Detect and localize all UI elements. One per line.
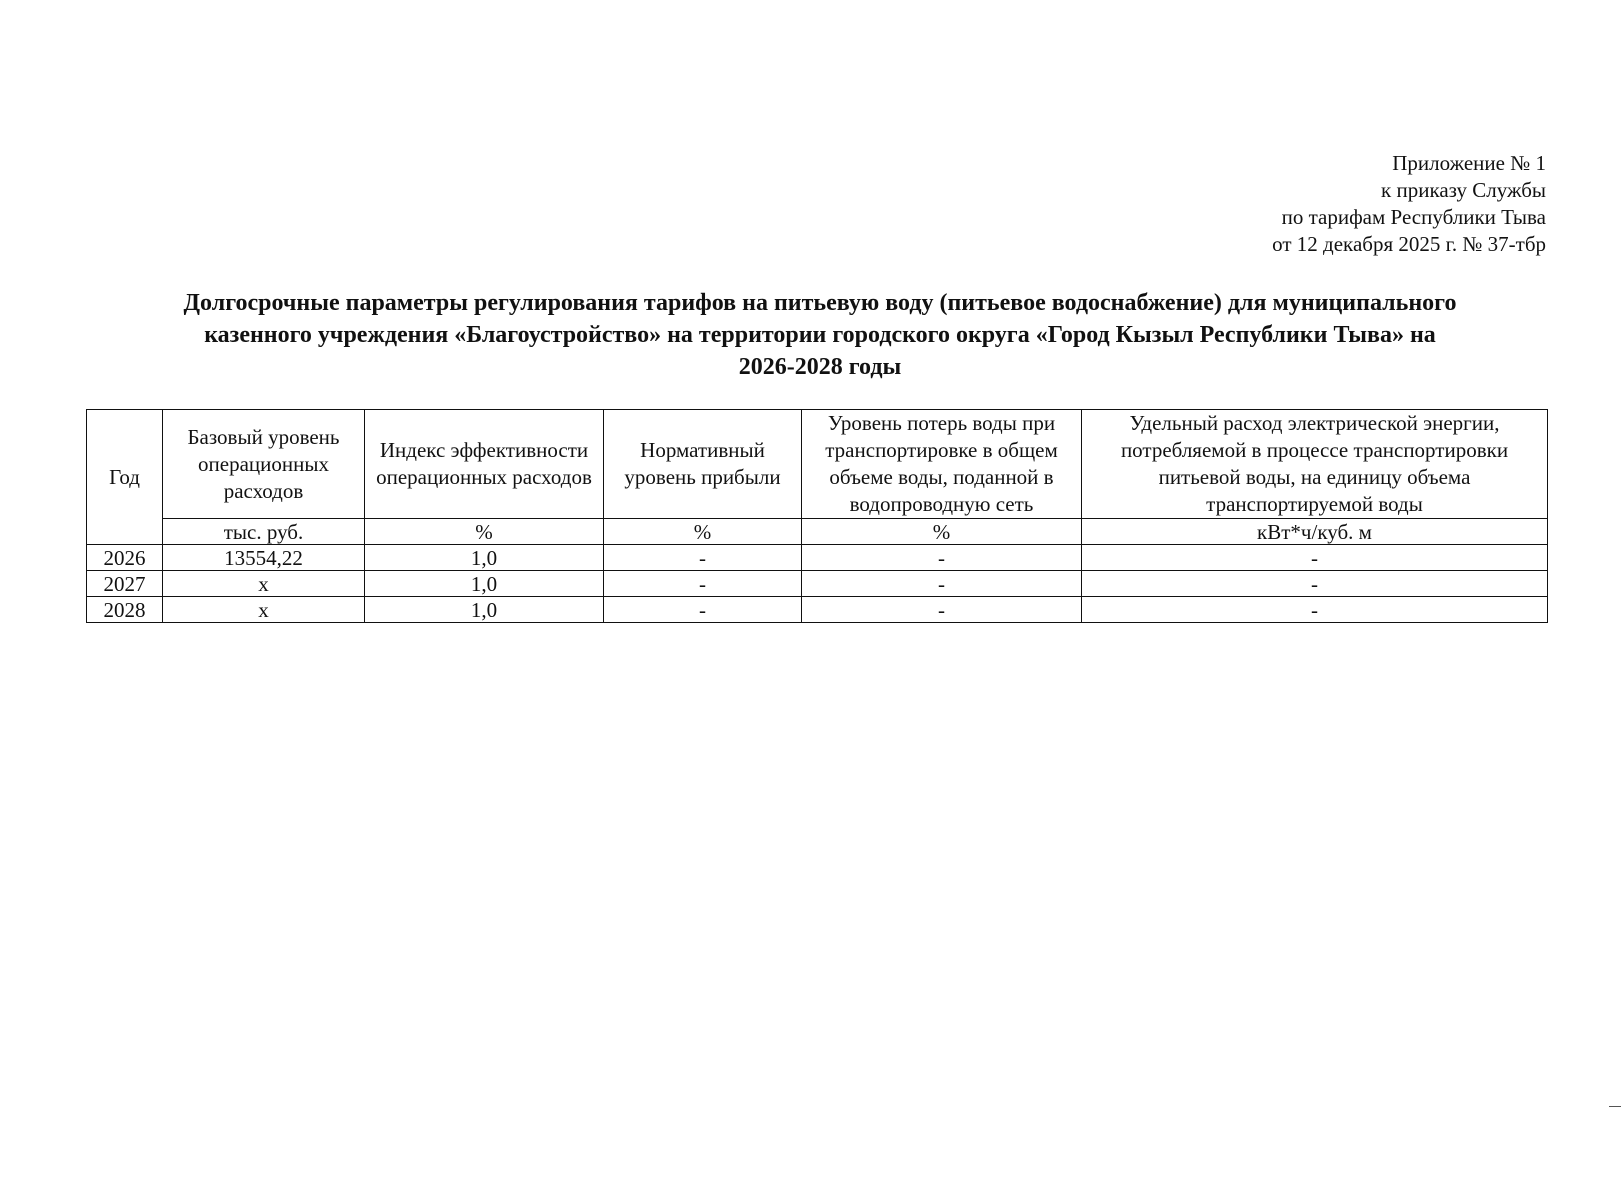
table-row <box>87 597 1548 623</box>
cell-profit-level: - <box>604 571 802 597</box>
cell-energy-consumption: - <box>1082 597 1548 623</box>
header-base-opex: Базовый уровень операционных расходов <box>163 410 365 519</box>
header-efficiency-index: Индекс эффективности операционных расходов <box>365 410 604 519</box>
cell-year: 2027 <box>87 571 163 597</box>
cell-profit-level: - <box>604 545 802 571</box>
unit-efficiency-index: % <box>365 519 604 545</box>
cell-efficiency-index: 1,0 <box>365 545 604 571</box>
title-line-3: 2026-2028 годы <box>738 354 902 380</box>
table-header-row <box>87 410 1548 519</box>
appendix-agency: по тарифам Республики Тыва <box>1281 205 1546 229</box>
table-row <box>87 545 1548 571</box>
cell-energy-consumption: - <box>1082 571 1548 597</box>
cell-energy-consumption: - <box>1082 545 1548 571</box>
unit-base-opex: тыс. руб. <box>163 519 365 545</box>
cell-efficiency-index: 1,0 <box>365 597 604 623</box>
table-units-row <box>87 519 1548 545</box>
appendix-order-ref: к приказу Службы <box>1381 178 1546 202</box>
cell-base-opex: х <box>163 597 365 623</box>
cell-year: 2028 <box>87 597 163 623</box>
scan-margin-mark <box>1609 1106 1621 1107</box>
header-energy-consumption: Удельный расход электрической энергии, потребляемой в процессе транспортировки питьевой воды, на единицу объема транспортируемой воды <box>1082 410 1548 519</box>
cell-base-opex: 13554,22 <box>163 545 365 571</box>
appendix-date: от 12 декабря 2025 г. № 37-тбр <box>1272 232 1546 256</box>
cell-year: 2026 <box>87 545 163 571</box>
header-profit-level: Нормативный уровень прибыли <box>604 410 802 519</box>
unit-profit-level: % <box>604 519 802 545</box>
header-water-losses: Уровень потерь воды при транспортировке в общем объеме воды, поданной в водопроводную сеть <box>802 410 1082 519</box>
cell-profit-level: - <box>604 597 802 623</box>
unit-energy-consumption: кВт*ч/куб. м <box>1082 519 1548 545</box>
cell-base-opex: х <box>163 571 365 597</box>
table-row <box>87 571 1548 597</box>
parameters-table <box>86 409 1548 623</box>
cell-water-losses: - <box>802 597 1082 623</box>
cell-efficiency-index: 1,0 <box>365 571 604 597</box>
header-year: Год <box>87 410 163 545</box>
appendix-number: Приложение № 1 <box>1392 151 1546 175</box>
unit-water-losses: % <box>802 519 1082 545</box>
cell-water-losses: - <box>802 571 1082 597</box>
appendix-header <box>1272 150 1546 258</box>
title-line-1: Долгосрочные параметры регулирования тарифов на питьевую воду (питьевое водоснабжение) для муниципального <box>183 290 1457 316</box>
cell-water-losses: - <box>802 545 1082 571</box>
document-title <box>80 287 1560 383</box>
title-line-2: казенного учреждения «Благоустройство» на территории городского округа «Город Кызыл Республики Тыва» на <box>204 322 1436 348</box>
